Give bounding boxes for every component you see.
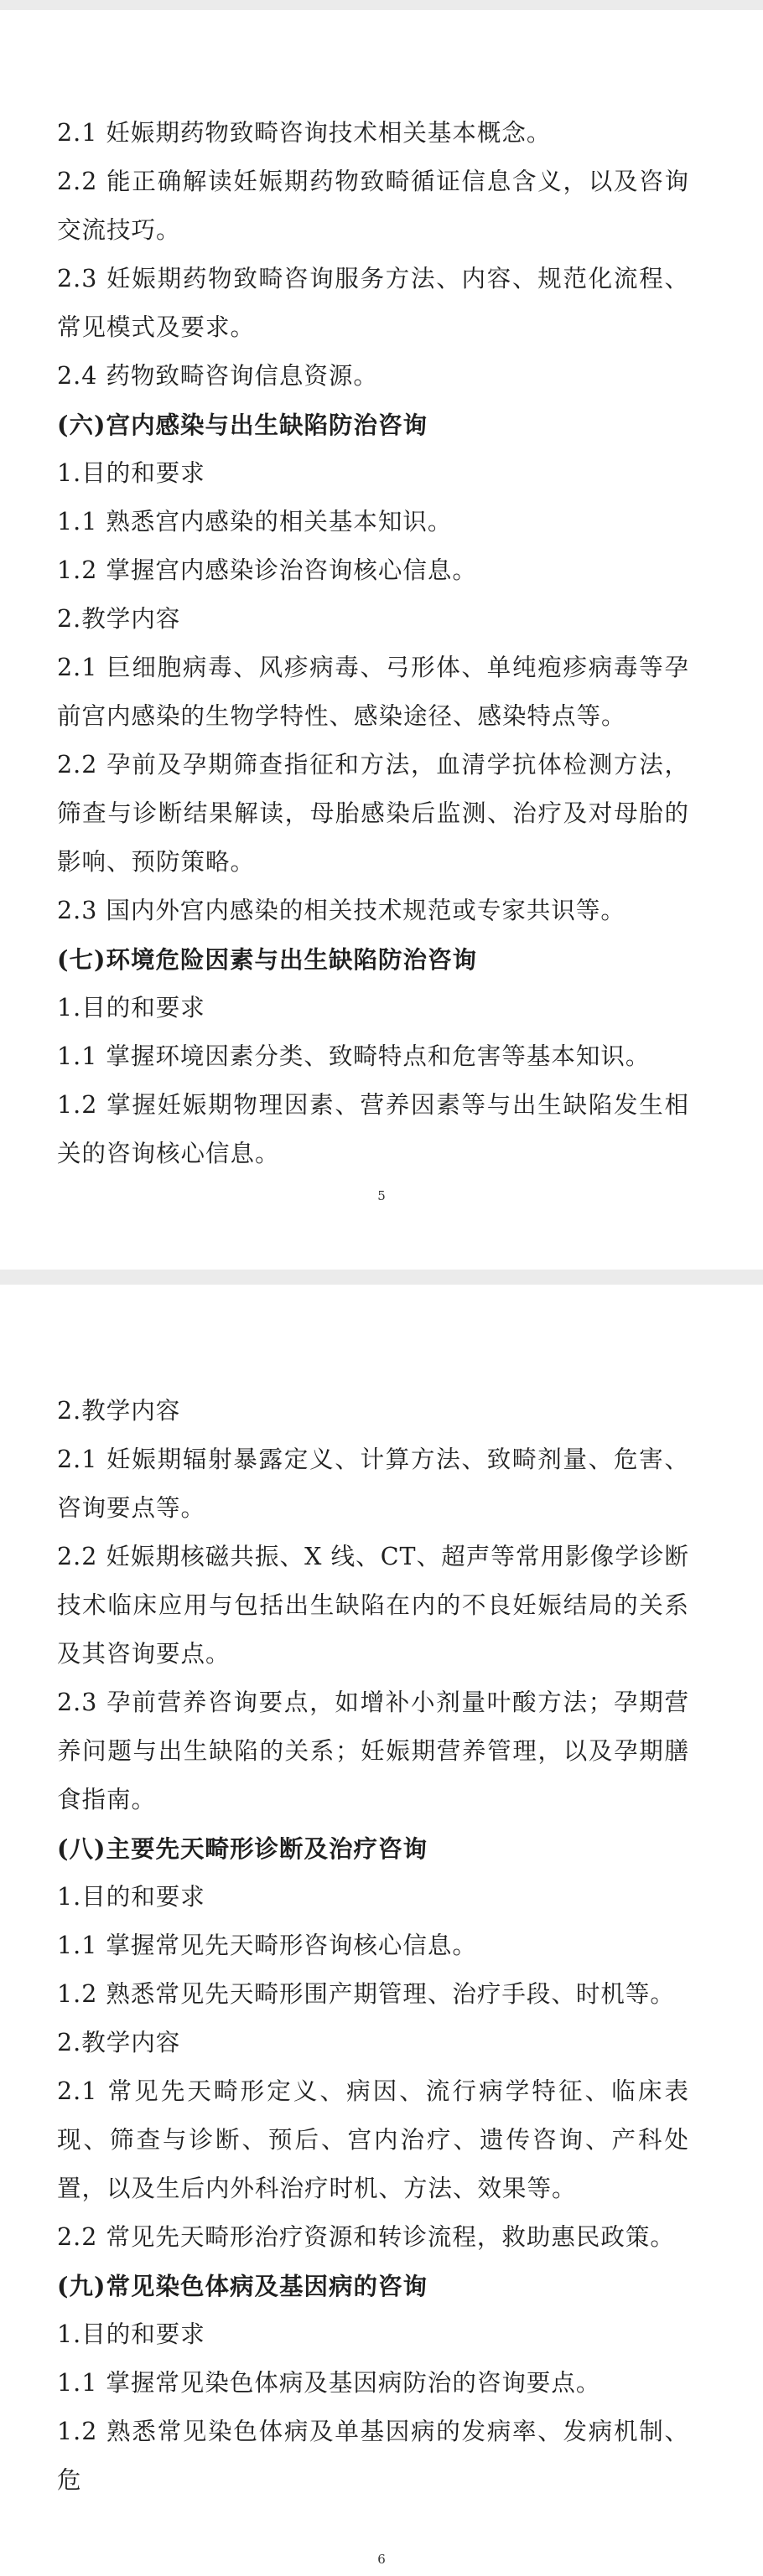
- text-line: 1.2 掌握妊娠期物理因素、营养因素等与出生缺陷发生相关的咨询核心信息。: [57, 1091, 689, 1167]
- text-line: 1.目的和要求: [57, 1883, 205, 1911]
- text-line: 1.1 掌握环境因素分类、致畸特点和危害等基本知识。: [57, 1042, 651, 1070]
- text-line: 1.2 熟悉常见染色体病及单基因病的发病率、发病机制、危: [57, 2418, 689, 2494]
- text-line: 2.4 药物致畸咨询信息资源。: [57, 362, 378, 390]
- text-line: 2.1 巨细胞病毒、风疹病毒、弓形体、单纯疱疹病毒等孕前宫内感染的生物学特性、感染途径、感染特点等。: [57, 654, 689, 730]
- text-line: 2.1 妊娠期药物致畸咨询技术相关基本概念。: [57, 119, 552, 147]
- text-line: 2.2 常见先天畸形治疗资源和转诊流程，救助惠民政策。: [57, 2223, 675, 2251]
- text-line: 2.3 孕前营养咨询要点，如增补小剂量叶酸方法；孕期营养问题与出生缺陷的关系；妊娠期营养管理，以及孕期膳食指南。: [57, 1689, 689, 1813]
- text-line: 2.教学内容: [57, 605, 181, 633]
- text-line: 2.教学内容: [57, 1397, 181, 1425]
- document-page: [0, 1285, 763, 2576]
- text-line: 2.2 孕前及孕期筛查指征和方法，血清学抗体检测方法，筛查与诊断结果解读，母胎感染后监测、治疗及对母胎的影响、预防策略。: [57, 751, 689, 876]
- section-heading: (六)宫内感染与出生缺陷防治咨询: [57, 411, 428, 439]
- text-line: 2.1 常见先天畸形定义、病因、流行病学特征、临床表现、筛查与诊断、预后、宫内治疗、遗传咨询、产科处置，以及生后内外科治疗时机、方法、效果等。: [57, 2077, 689, 2202]
- text-line: 2.2 妊娠期核磁共振、X 线、CT、超声等常用影像学诊断技术临床应用与包括出生缺陷在内的不良妊娠结局的关系及其咨询要点。: [57, 1543, 689, 1668]
- text-line: 1.1 掌握常见染色体病及基因病防治的咨询要点。: [57, 2369, 601, 2397]
- text-line: 2.教学内容: [57, 2029, 181, 2056]
- page-number: 5: [377, 1188, 386, 1203]
- page-number: 6: [377, 2552, 386, 2567]
- text-line: 2.3 妊娠期药物致畸咨询服务方法、内容、规范化流程、常见模式及要求。: [57, 265, 689, 341]
- section-heading: (九)常见染色体病及基因病的咨询: [57, 2272, 428, 2300]
- text-line: 1.2 掌握宫内感染诊治咨询核心信息。: [57, 556, 477, 584]
- document-page: [0, 10, 763, 1270]
- text-line: 1.2 熟悉常见先天畸形围产期管理、治疗手段、时机等。: [57, 1980, 675, 2008]
- section-heading: (七)环境危险因素与出生缺陷防治咨询: [57, 945, 477, 974]
- text-line: 1.目的和要求: [57, 459, 205, 487]
- text-line: 1.1 熟悉宫内感染的相关基本知识。: [57, 508, 453, 535]
- text-line: 2.1 妊娠期辐射暴露定义、计算方法、致畸剂量、危害、咨询要点等。: [57, 1446, 689, 1522]
- page-body: [57, 1387, 689, 2505]
- section-heading: (八)主要先天畸形诊断及治疗咨询: [57, 1834, 428, 1863]
- text-line: 2.3 国内外宫内感染的相关技术规范或专家共识等。: [57, 897, 625, 924]
- page-body: [57, 109, 689, 1178]
- text-line: 1.目的和要求: [57, 2320, 205, 2348]
- text-line: 1.目的和要求: [57, 994, 205, 1022]
- text-line: 1.1 掌握常见先天畸形咨询核心信息。: [57, 1932, 477, 1959]
- text-line: 2.2 能正确解读妊娠期药物致畸循证信息含义，以及咨询交流技巧。: [57, 168, 689, 244]
